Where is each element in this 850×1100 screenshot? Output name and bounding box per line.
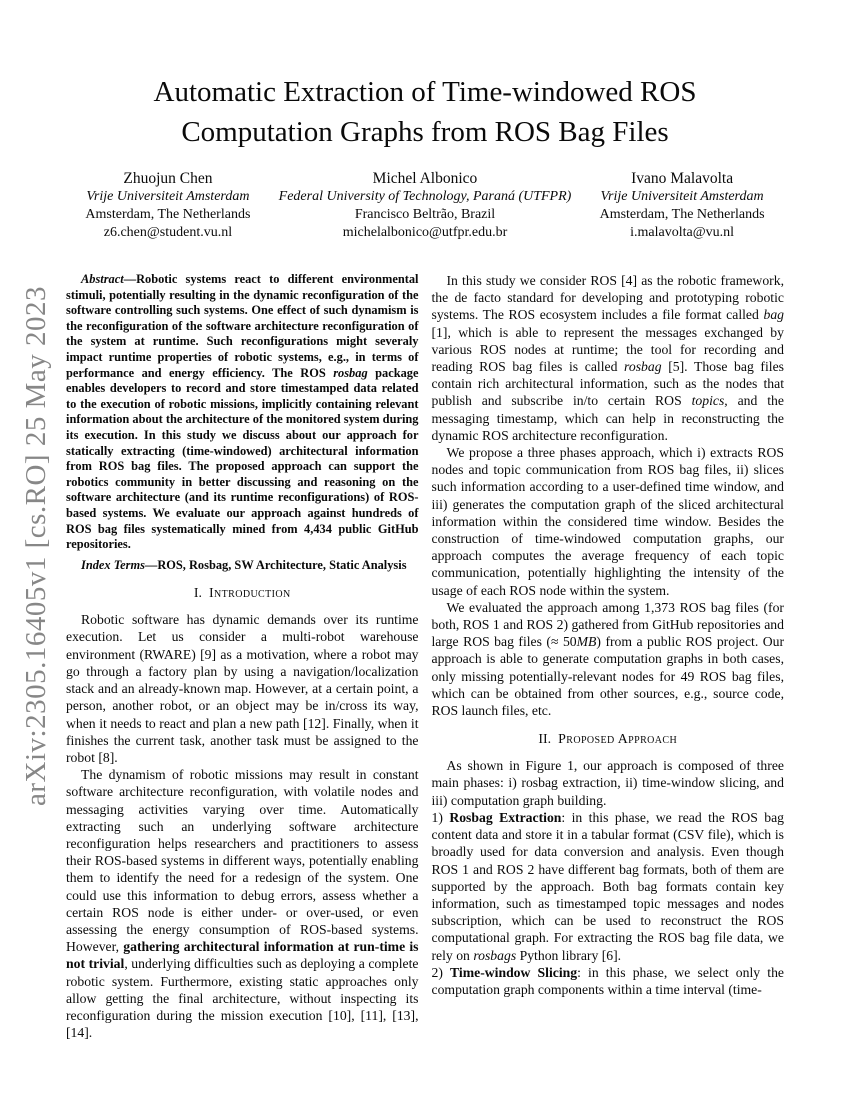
study-paragraph-1 [432, 272, 785, 444]
author-3-name: Ivano Malavolta [631, 170, 734, 187]
author-2-name: Michel Albonico [372, 170, 478, 187]
study-p1-text-b: [1], which is able to represent the messages exchanged by various ROS nodes at runtime; the tool for recording and reading ROS bag files is called [431, 324, 784, 375]
section-heading-introduction [66, 586, 419, 602]
study-p1-text-d: , and the messaging timestamp, which can help in reconstructing the dynamic ROS architecture reconfiguration. [431, 393, 784, 443]
abstract-text-1: —Robotic systems react to different environmental stimuli, potentially resulting in the dynamic reconfiguration of the software controlling such systems. One effect of such dynamism is the reconfiguration of the software architecture reconfiguration of the system at runtime. Such reconfigurations might severaly impact runtime properties of robotic systems, e.g., in terms of performance and energy efficiency. The ROS [66, 272, 419, 380]
author-2-location: Francisco Beltrão, Brazil [354, 207, 496, 222]
index-terms-text: —ROS, Rosbag, SW Architecture, Static Analysis [144, 557, 407, 572]
paper-title [0, 72, 850, 152]
author-3-email: i.malavolta@vu.nl [630, 225, 734, 240]
study-p1-text-a: In this study we consider ROS [4] as the robotic framework, the de facto standard for developing and prototyping robotic systems. The ROS ecosystem includes a file format called [431, 273, 784, 323]
author-3-affiliation: Vrije Universiteit Amsterdam [600, 189, 764, 204]
approach-item-2-label: Time-window Slicing [450, 964, 578, 980]
study-p3-text-a: We evaluated the approach among 1,373 ROS bag files (for both, ROS 1 and ROS 2) gathered from GitHub repositories and large ROS bag files ( [431, 599, 784, 650]
intro-paragraph-1: Robotic software has dynamic demands over its runtime execution. Let us consider a multi-robot warehouse environment (RWARE) [9] as a motivation, where a robot may go through a factory plan by using a navigation/localization stack and an already-known map. However, at a certain point, a person, another robot, or an object may be in/cross its way, when it needs to react and plan a new path [12]. Finally, when it finishes the current task, another task must be assigned to the robot [8]. [66, 612, 419, 765]
title-block [0, 0, 850, 152]
study-p3-text-b: ) from a public ROS project. Our approach is able to generate computation graphs in both cases, only missing potentially-relevant nodes for 49 ROS bag files, which can be obtained from other sources, e.g., source code, ROS launch files, etc. [431, 634, 784, 719]
paper-title-line-1: Automatic Extraction of Time-windowed ROS [153, 76, 697, 108]
index-terms-paragraph [66, 558, 419, 574]
section-heading-proposed-approach [432, 732, 785, 748]
intro-p2-text-a: The dynamism of robotic missions may result in constant software architecture reconfiguration, with volatile nodes and messaging activities varying over time. Automatically extracting such an underlying software architecture reconfiguration helps researchers and practitioners to assess their ROS-based systems in different ways, potentially enabling them to identify the need for a redesign of the system. One could use this information to debug errors, assess whether a certain ROS node is either under- or over-used, or even assessing the energy consumption of ROS-based systems. However, [66, 767, 419, 955]
approach-item-1-number: 1) [431, 809, 450, 825]
author-1-affiliation: Vrije Universiteit Amsterdam [86, 189, 250, 204]
study-p3-math-approx: ≈ 50 [550, 634, 577, 650]
study-p3-math-mb: MB [576, 634, 597, 650]
author-1-email: z6.chen@student.vu.nl [103, 225, 233, 240]
intro-p2-text-b: , underlying difficulties such as deploying a complete robotic system. Furthermore, existing static approaches only allow getting the final architecture, without inspecting its reconfiguration during the mission execution [10], [11], [13], [14]. [66, 956, 419, 1041]
arxiv-watermark: arXiv:2305.16405v1 [cs.RO] 25 May 2023 [20, 285, 52, 806]
study-p1-italic-rosbag: rosbag [624, 359, 662, 375]
author-block [63, 170, 787, 242]
approach-item-1-label: Rosbag Extraction [449, 809, 562, 825]
study-p1-text-c: [5]. Those bag files contain rich architectural information, such as the nodes that publish and subscribe in/to certain ROS [431, 359, 784, 409]
author-2-affiliation: Federal University of Technology, Paraná (UTFPR) [278, 189, 572, 204]
author-1-location: Amsterdam, The Netherlands [85, 207, 251, 222]
author-2-email: michelalbonico@utfpr.edu.br [342, 225, 508, 240]
intro-paragraph-2 [66, 766, 419, 1041]
right-column [432, 272, 785, 1041]
abstract-paragraph [66, 272, 419, 553]
approach-item-2 [432, 964, 785, 998]
author-3-location: Amsterdam, The Netherlands [599, 207, 765, 222]
body-columns [66, 272, 784, 1041]
study-paragraph-3 [432, 599, 785, 719]
approach-item-2-number: 2) [431, 964, 451, 980]
study-paragraph-2: We propose a three phases approach, which i) extracts ROS nodes and topic communication from ROS bag files, ii) slices such information according to a user-defined time window, and iii) generates the computation graph of the sliced architectural information within the considered time window. Besides the construction of time-windowed computation graphs, our approach computes the average frequency of each topic communication, potentially highlighting the intensity of the usage of each ROS node within the system. [431, 445, 784, 598]
abstract-text-2: package enables developers to record and store timestamped data related to the execution of robotic missions, implicitly containing relevant information about the architecture of the monitored system during its execution. In this study we discuss about our approach for statically extracting (time-windowed) architectural information from ROS bag files. The proposed approach can support the robotics community in better discussing and reasoning on the software architecture (and its runtime reconfigurations) of ROS-based systems. We evaluate our approach against hundreds of ROS bag files systematically mined from 4,434 public GitHub repositories. [66, 365, 419, 552]
approach-paragraph-1: As shown in Figure 1, our approach is composed of three main phases: i) rosbag extraction, ii) time-window slicing, and iii) computation graph building. [431, 758, 784, 808]
abstract-italic-term: rosbag [333, 365, 368, 380]
author-1-name: Zhuojun Chen [123, 170, 213, 187]
left-column [66, 272, 419, 1041]
approach-item-1-italic-rosbags: rosbags [473, 947, 517, 963]
approach-item-2-text-a: : in this phase, we select only the computation graph components within a time interval (time- [431, 964, 784, 997]
approach-item-1 [432, 809, 785, 964]
author-1 [63, 170, 273, 242]
intro-p2-bold-claim: gathering architectural information at run-time is not trivial [66, 939, 419, 972]
paper-title-line-2: Computation Graphs from ROS Bag Files [181, 116, 669, 148]
study-p1-italic-topics: topics [691, 393, 725, 409]
author-3 [577, 170, 787, 242]
index-terms-label: Index Terms [81, 557, 145, 572]
section-2-title: Proposed Approach [558, 732, 678, 748]
study-p1-italic-bag: bag [763, 307, 784, 323]
section-2-number: II. [538, 732, 552, 748]
section-1-number: I. [193, 586, 202, 602]
section-1-title: Introduction [208, 586, 291, 602]
approach-item-1-text-a: : in this phase, we read the ROS bag content data and store it in a tabular format (CSV file), which is broadly used for data conversion and analysis. Even though ROS 1 and ROS 2 have different bag formats, both of them are supported by the approach. Both bag formats contain key information, such as timestamped topic messages and nodes subscription, which can be used to reconstruct the ROS computational graph. For extracting the ROS bag file data, we rely on [431, 809, 785, 963]
approach-item-1-text-b: Python library [6]. [516, 947, 622, 963]
author-2 [273, 170, 577, 242]
abstract-label: Abstract [81, 272, 124, 286]
